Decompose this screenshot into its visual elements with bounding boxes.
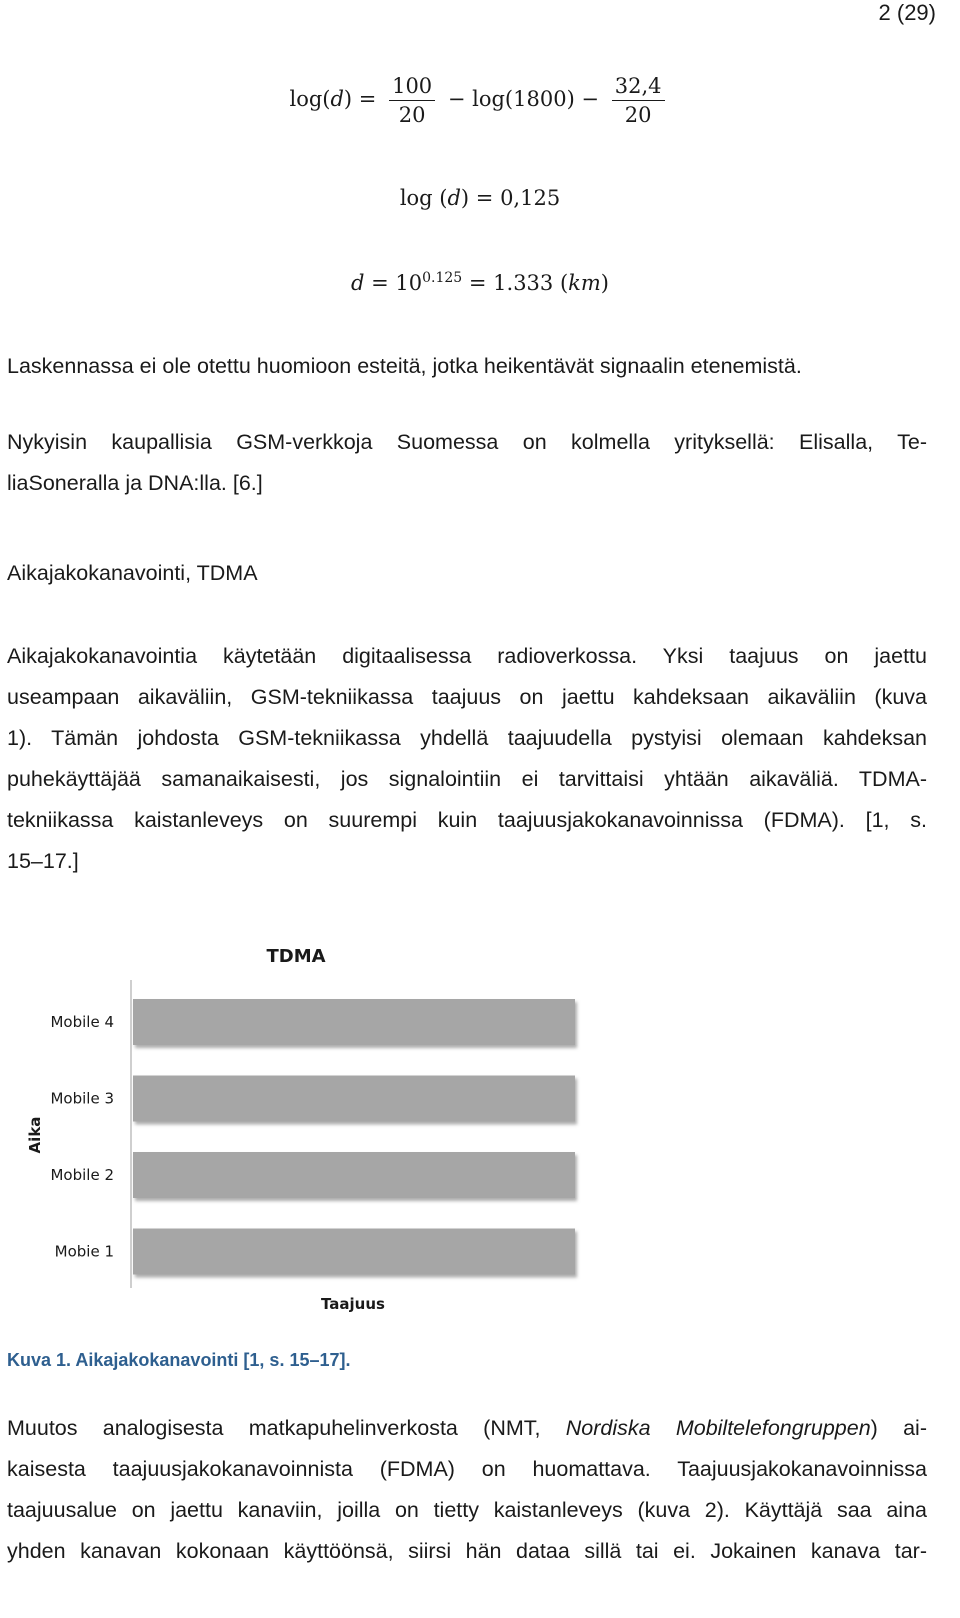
paragraph-line: Nykyisin kaupallisia GSM-verkkoja Suomessa on kolmella yrityksellä: Elisalla, Te- — [7, 430, 927, 454]
paragraph-1 — [7, 346, 927, 387]
paragraph-line: 15–17.] — [7, 849, 79, 873]
paragraph-line: Aikajakokanavointia käytetään digitaalisessa radioverkossa. Yksi taajuus on jaettu — [7, 644, 927, 668]
time-slot-bar — [133, 999, 575, 1045]
paragraph-line: tekniikassa kaistanleveys on suurempi kuin taajuusjakokanavoinnissa (FDMA). [1, s. — [7, 808, 927, 832]
eq3-rest: = 1.333 (𝑘𝑚) — [462, 271, 609, 295]
equation-d-value — [0, 270, 960, 295]
p4-italic-name: Nordiska Mobiltelefongruppen — [565, 1416, 871, 1440]
eq3-base: 𝑑 = 10 — [351, 271, 423, 295]
equation-log-d — [0, 74, 960, 127]
paragraph-line: yhden kanavan kokonaan käyttöönsä, siirsi hän dataa sillä tai ei. Jokainen kanava tar- — [7, 1539, 927, 1563]
tdma-figure — [0, 935, 620, 1325]
figure-title: TDMA — [266, 946, 326, 967]
paragraph-3 — [7, 636, 927, 882]
paragraph-line — [7, 1408, 927, 1449]
paragraph-4 — [7, 1408, 927, 1572]
bars-group — [50, 999, 575, 1275]
figure-caption: Kuva 1. Aikajakokanavointi [1, s. 15–17]. — [7, 1350, 351, 1370]
eq3-exponent: 0.125 — [422, 270, 463, 286]
paragraph-line: liaSoneralla ja DNA:lla. [6.] — [7, 471, 263, 495]
time-slot-label: Mobile 3 — [50, 1089, 114, 1108]
time-slot-bar — [133, 1076, 575, 1122]
paragraph-line: kaisesta taajuusjakokanavoinnista (FDMA) on huomattava. Taajuusjakokanavoinnissa — [7, 1457, 927, 1481]
time-slot-bar — [133, 1152, 575, 1198]
time-slot-label: Mobie 1 — [54, 1242, 114, 1261]
eq1-fraction-1 — [389, 74, 435, 127]
x-axis-label: Taajuus — [321, 1295, 385, 1313]
time-slot-bar — [133, 1229, 575, 1275]
y-axis-label: Aika — [26, 1116, 44, 1154]
eq1-frac2-denominator: 20 — [624, 103, 652, 127]
paragraph-line: useampaan aikaväliin, GSM-tekniikassa taajuus on jaettu kahdeksaan aikaväliin (kuva — [7, 685, 927, 709]
eq1-middle: − log(1800) − — [447, 87, 600, 111]
time-slot-label: Mobile 2 — [50, 1166, 114, 1184]
paragraph-line: puhekäyttäjää samanaikaisesti, jos signalointiin ei tarvittaisi yhtään aikaväliä. TDMA- — [7, 767, 927, 791]
paragraph-line: 1). Tämän johdosta GSM-tekniikassa yhdellä taajuudella pystyisi olemaan kahdeksan — [7, 726, 927, 750]
time-slot-label: Mobile 4 — [50, 1013, 114, 1031]
equation-log-d-value: log (𝑑) = 0,125 — [399, 186, 561, 210]
paragraph-line: Laskennassa ei ole otettu huomioon esteitä, jotka heikentävät signaalin etenemistä. — [7, 354, 802, 378]
page-number: 2 (29) — [878, 0, 936, 25]
section-heading: Aikajakokanavointi, TDMA — [7, 561, 258, 585]
eq1-frac1-denominator: 20 — [398, 103, 426, 127]
p4-text-b: ) ai- — [870, 1416, 927, 1440]
eq1-frac1-numerator: 100 — [389, 74, 435, 101]
paragraph-2 — [7, 422, 927, 504]
eq1-lhs: log(𝑑) = — [289, 87, 377, 111]
p4-text-a: Muutos analogisesta matkapuhelinverkosta (NMT, — [7, 1416, 566, 1440]
eq1-frac2-numerator: 32,4 — [612, 74, 665, 101]
eq1-fraction-2 — [612, 74, 665, 127]
paragraph-line: taajuusalue on jaettu kanaviin, joilla on tietty kaistanleveys (kuva 2). Käyttäjä saa aina — [7, 1498, 927, 1522]
